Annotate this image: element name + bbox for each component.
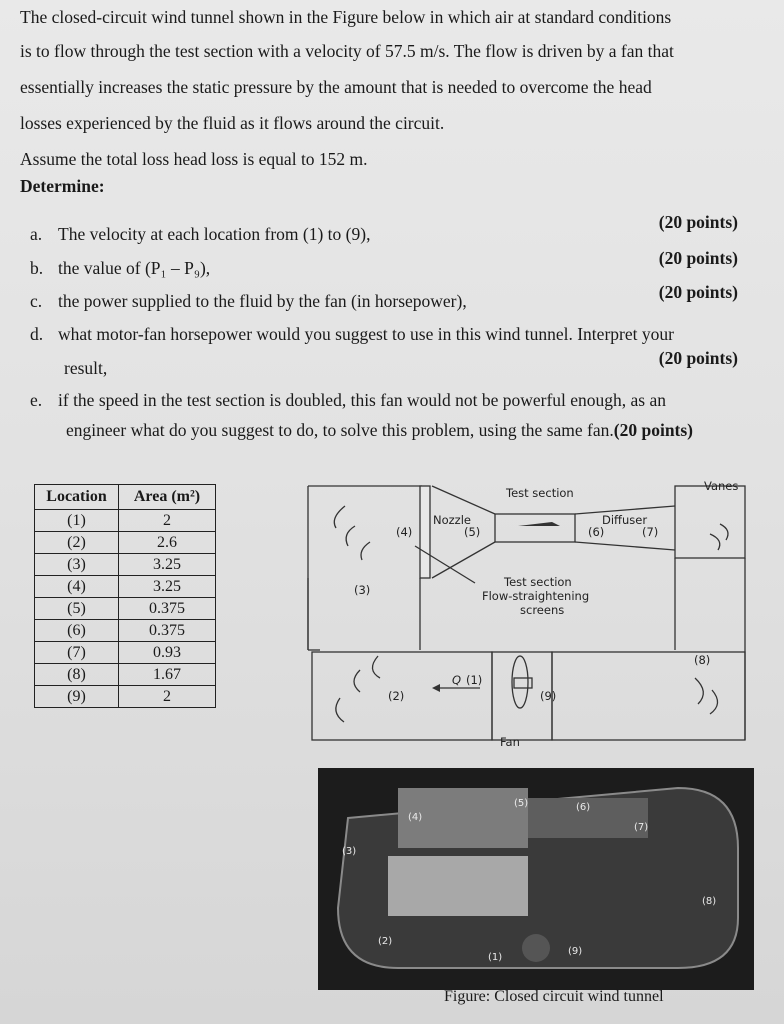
label-fan: Fan [500, 735, 520, 749]
figure-caption: Figure: Closed circuit wind tunnel [444, 988, 664, 1005]
wind-tunnel-schematic [300, 478, 760, 758]
label-diffuser: Diffuser [602, 513, 648, 527]
vane [354, 670, 360, 692]
label-pt1: (1) [466, 673, 483, 687]
determine-heading: Determine: [20, 176, 105, 196]
area-cell: 3.25 [119, 576, 216, 598]
question-e [30, 390, 750, 411]
control-panel [388, 856, 528, 916]
table-row [35, 664, 216, 686]
question-b [30, 258, 750, 279]
photo-label-9: (9) [568, 946, 583, 957]
question-e-cont [66, 420, 784, 441]
label-pt9: (9) [540, 689, 557, 703]
table-row [35, 686, 216, 708]
intro-line-2: is to flow through the test section with a velocity of 57.5 m/s. The flow is driven by a fan that [20, 41, 674, 61]
question-label: e. [30, 390, 43, 410]
table-row [35, 598, 216, 620]
label-flow: Q [452, 673, 462, 687]
label-pt2: (2) [388, 689, 405, 703]
vane [336, 698, 344, 722]
points-c: (20 points) [658, 282, 738, 302]
question-text: the power supplied to the fluid by the fan (in horsepower), [58, 291, 467, 311]
photo-label-2: (2) [378, 936, 393, 947]
label-pt5: (5) [464, 525, 481, 539]
flow-screens [420, 486, 430, 578]
area-cell: 2 [119, 510, 216, 532]
points-b: (20 points) [658, 248, 738, 268]
vane [346, 526, 355, 546]
label-screens-2: Flow-straightening [482, 589, 590, 603]
area-cell: 1.67 [119, 664, 216, 686]
area-cell: 0.375 [119, 620, 216, 642]
question-label: d. [30, 324, 44, 344]
table-row [35, 576, 216, 598]
photo-label-3: (3) [342, 846, 357, 857]
location-cell: (2) [35, 532, 119, 554]
area-cell: 0.93 [119, 642, 216, 664]
vane [720, 524, 728, 540]
photo-label-5: (5) [514, 798, 529, 809]
intro-line-3: essentially increases the static pressure by the amount that is needed to overcome the head [20, 77, 652, 97]
location-cell: (9) [35, 686, 119, 708]
question-text: if the speed in the test section is doubled, this fan would not be powerful enough, as an [58, 390, 666, 410]
label-pt3: (3) [354, 583, 371, 597]
location-cell: (1) [35, 510, 119, 532]
location-cell: (8) [35, 664, 119, 686]
question-label: a. [30, 224, 43, 244]
location-cell: (7) [35, 642, 119, 664]
header-location: Location [35, 485, 119, 510]
question-d [30, 324, 750, 345]
flow-arrowhead [432, 684, 440, 692]
area-cell: 3.25 [119, 554, 216, 576]
location-cell: (3) [35, 554, 119, 576]
table-row [35, 532, 216, 554]
location-cell: (5) [35, 598, 119, 620]
nozzle-wall [432, 542, 495, 578]
vane [361, 542, 370, 560]
label-pt7: (7) [642, 525, 659, 539]
table-row [35, 554, 216, 576]
photo-label-6: (6) [576, 802, 591, 813]
question-label: c. [30, 291, 43, 311]
area-cell: 2 [119, 686, 216, 708]
points-d: (20 points) [658, 348, 738, 368]
area-cell: 0.375 [119, 598, 216, 620]
table-header-row [35, 485, 216, 510]
label-screens-3: screens [520, 603, 565, 617]
intro-line-1: The closed-circuit wind tunnel shown in the Figure below in which air at standard conditions [20, 7, 672, 27]
table-row [35, 620, 216, 642]
question-e-text2: engineer what do you suggest to do, to solve this problem, using the same fan. [66, 420, 614, 440]
model-plane-icon [518, 522, 560, 526]
location-cell: (4) [35, 576, 119, 598]
label-pt8: (8) [694, 653, 711, 667]
vane [710, 534, 720, 550]
label-pt6: (6) [588, 525, 605, 539]
vane [334, 506, 345, 528]
label-pt4: (4) [396, 525, 413, 539]
label-nozzle: Nozzle [433, 513, 471, 527]
wind-tunnel-photo [318, 768, 754, 990]
label-test-section: Test section [506, 486, 574, 500]
label-screens-1: Test section [504, 575, 572, 589]
question-label: b. [30, 258, 44, 278]
question-text: what motor-fan horsepower would you suggest to use in this wind tunnel. Interpret your [58, 324, 674, 344]
corner-duct [675, 486, 745, 558]
intro-line-4: losses experienced by the fluid as it flows around the circuit. [20, 113, 445, 133]
nozzle-wall [432, 486, 495, 514]
photo-render [318, 768, 754, 990]
question-d-cont: result, [64, 358, 108, 378]
vane [710, 690, 718, 714]
question-c [30, 291, 750, 312]
photo-label-4: (4) [408, 812, 423, 823]
area-cell: 2.6 [119, 532, 216, 554]
photo-label-7: (7) [634, 822, 649, 833]
intro-line-5: Assume the total loss head loss is equal to 152 m. [20, 149, 368, 169]
question-text: The velocity at each location from (1) to (9), [58, 224, 371, 244]
points-e: (20 points) [613, 420, 694, 440]
table-row [35, 510, 216, 532]
fan-housing [522, 934, 550, 962]
question-a [30, 224, 750, 245]
area-table [34, 484, 216, 708]
header-area: Area (m²) [119, 485, 216, 510]
fan-hub [514, 678, 532, 688]
photo-label-8: (8) [702, 896, 717, 907]
question-text: the value of (P₁ – P₉), [58, 258, 211, 278]
table-row [35, 642, 216, 664]
vane [695, 678, 703, 704]
vane [372, 656, 380, 678]
location-cell: (6) [35, 620, 119, 642]
test-section-box [495, 514, 575, 542]
label-vanes: Vanes [704, 479, 739, 493]
photo-label-1: (1) [488, 952, 503, 963]
diffuser-wall [575, 542, 675, 550]
points-a: (20 points) [658, 212, 738, 232]
